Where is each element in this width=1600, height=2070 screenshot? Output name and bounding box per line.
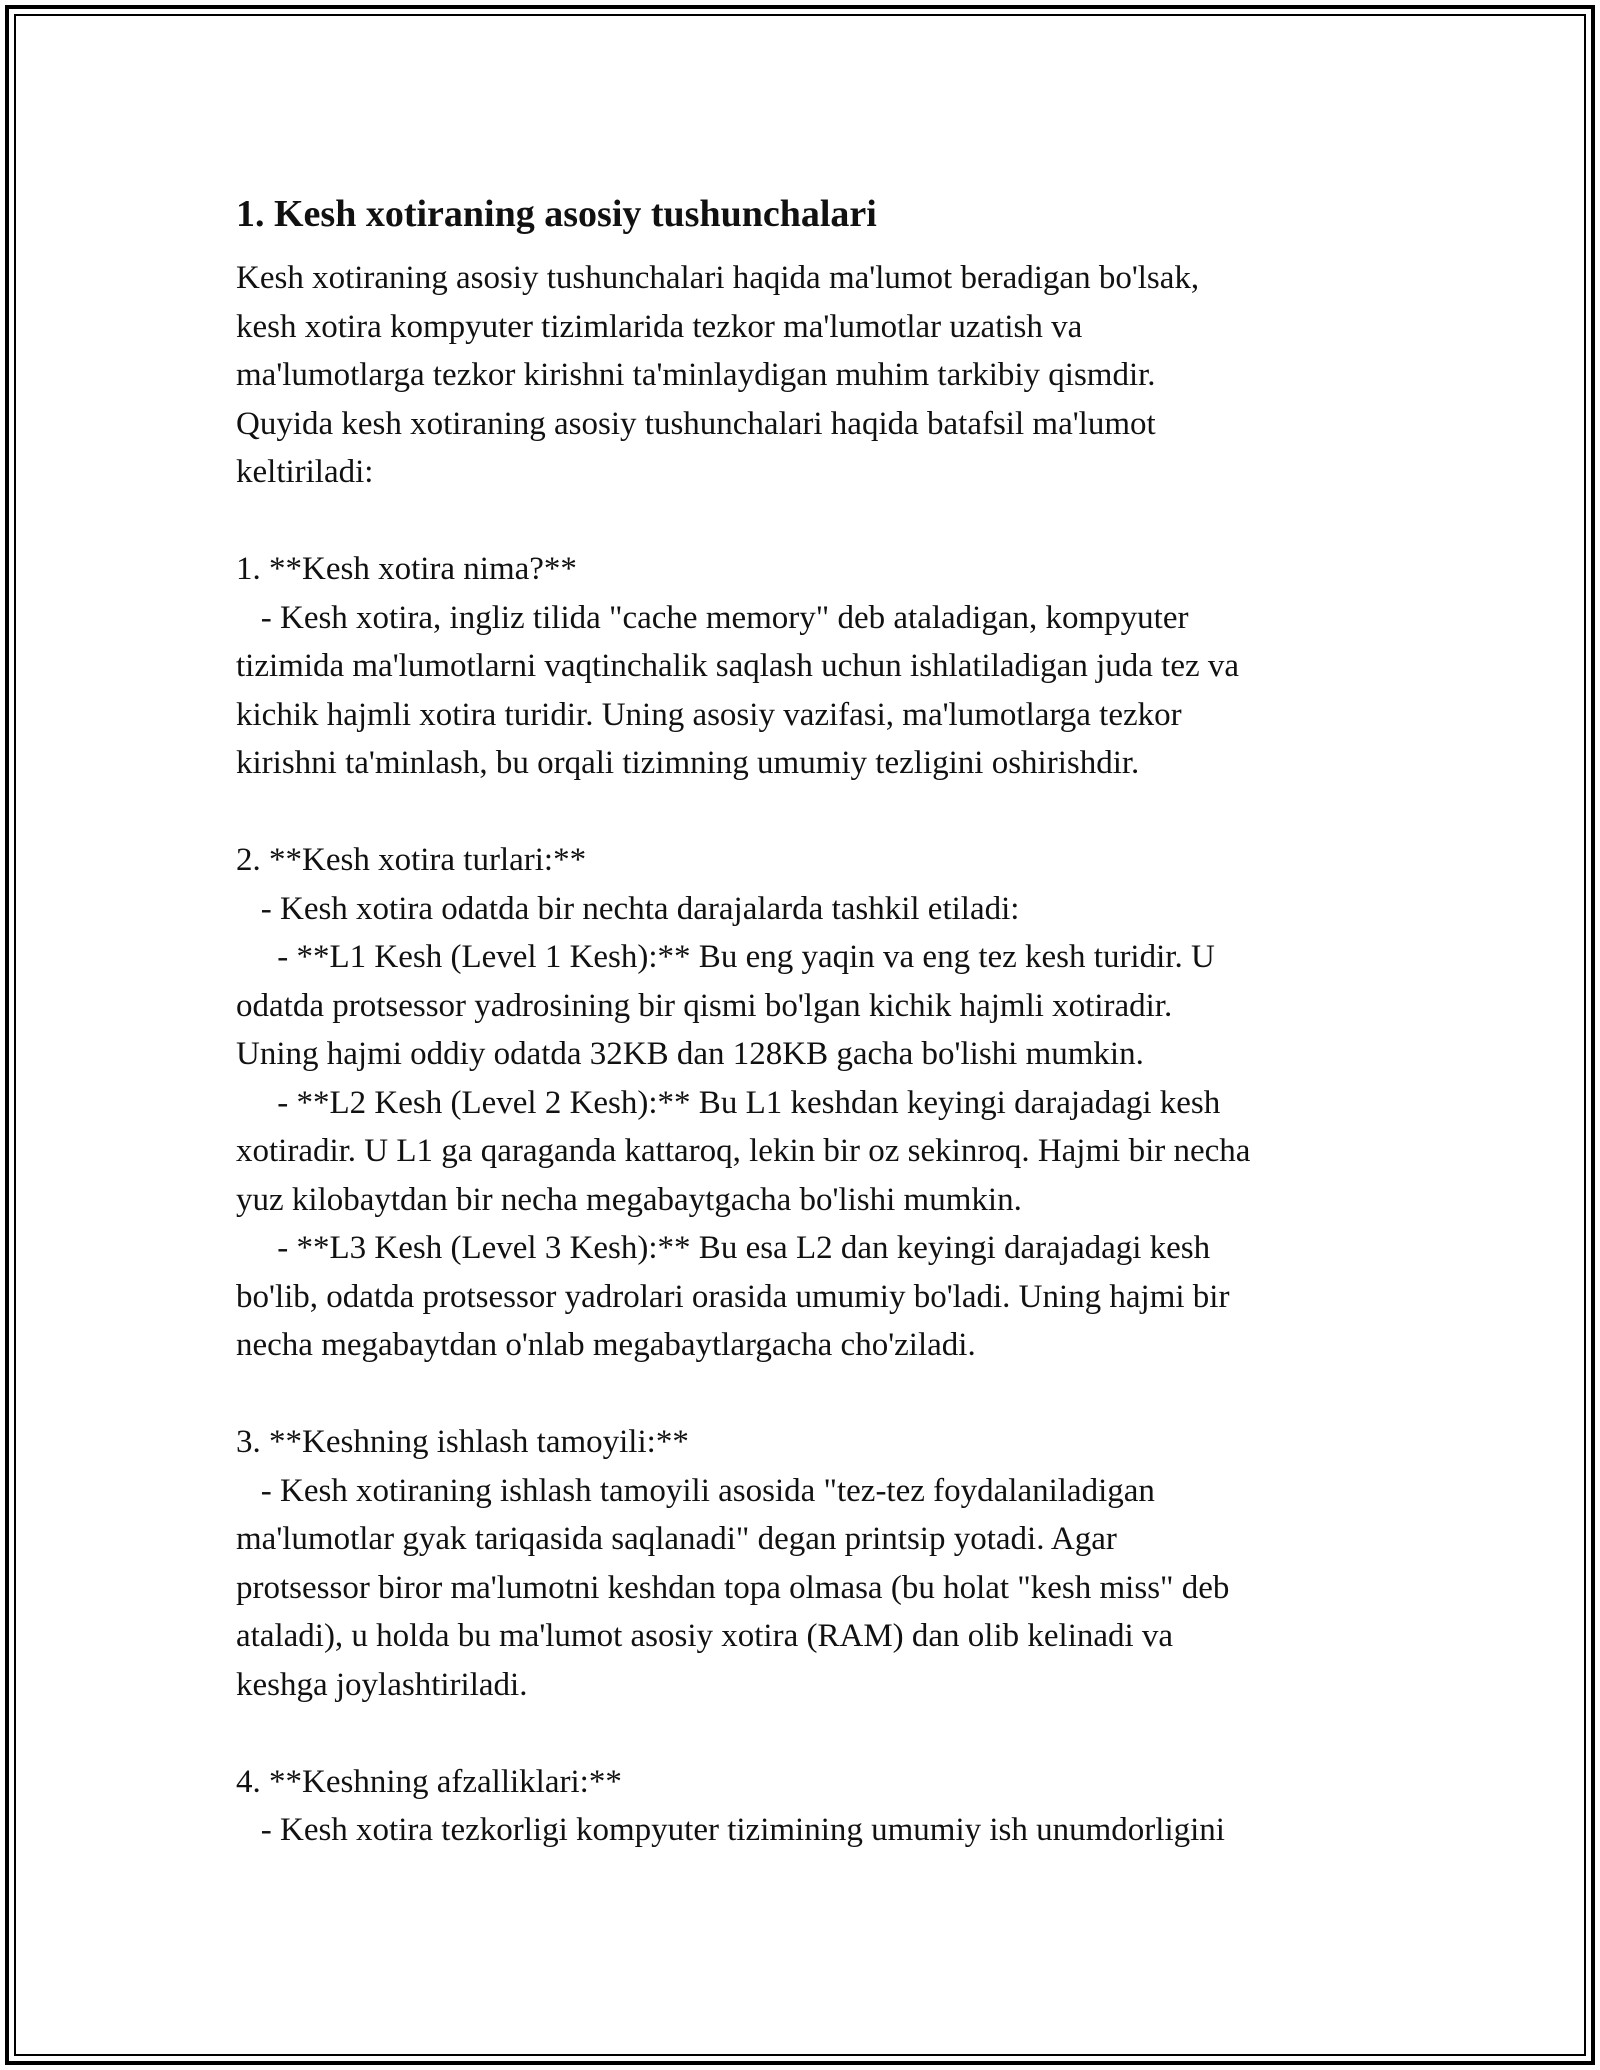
text-line: ma'lumotlarga tezkor kirishni ta'minlaydigan muhim tarkibiy qismdir. [236,357,1156,393]
text-line: tizimida ma'lumotlarni vaqtinchalik saqlash uchun ishlatiladigan juda tez va [236,648,1240,684]
text-line: odatda protsessor yadrosining bir qismi bo'lgan kichik hajmli xotiradir. [236,987,1173,1024]
text-line: protsessor biror ma'lumotni keshdan topa olmasa (bu holat "kesh miss" deb [236,1569,1230,1606]
text-line: - Kesh xotira tezkorligi kompyuter tizimining umumiy ish unumdorligini [236,1812,1225,1848]
text-line: - **L2 Kesh (Level 2 Kesh):** Bu L1 keshdan keyingi darajadagi kesh [236,1084,1221,1121]
text-line: Quyida kesh xotiraning asosiy tushunchalari haqida batafsil ma'lumot [236,405,1156,442]
text-line: - Kesh xotiraning ishlash tamoyili asosida "tez-tez foydalaniladigan [236,1472,1155,1509]
text-line: yuz kilobaytdan bir necha megabaytgacha bo'lishi mumkin. [236,1181,1022,1218]
text-line: kesh xotira kompyuter tizimlarida tezkor ma'lumotlar uzatish va [236,308,1083,345]
text-line: ma'lumotlar gyak tariqasida saqlanadi" degan printsip yotadi. Agar [236,1521,1117,1557]
text-line: 4. **Keshning afzalliklari:** [236,1763,622,1800]
text-line: 1. **Kesh xotira nima?** [236,551,577,587]
text-line: - **L3 Kesh (Level 3 Kesh):** Bu esa L2 dan keyingi darajadagi kesh [236,1230,1211,1266]
text-line: 2. **Kesh xotira turlari:** [236,842,587,878]
text-line: xotiradir. U L1 ga qaraganda kattaroq, lekin bir oz sekinroq. Hajmi bir necha [236,1133,1251,1169]
blank-line [236,1709,1376,1758]
blank-line [236,788,1376,837]
text-line: Kesh xotiraning asosiy tushunchalari haqida ma'lumot beradigan bo'lsak, [236,260,1200,296]
document-title: 1. Kesh xotiraning asosiy tushunchalari [236,193,877,235]
blank-line [236,497,1376,546]
document-body [236,184,1376,1855]
text-line: - Kesh xotira odatda bir nechta darajalarda tashkil etiladi: [236,890,1020,927]
document-text [236,254,1376,1855]
text-line: ataladi), u holda bu ma'lumot asosiy xotira (RAM) dan olib kelinadi va [236,1618,1174,1654]
text-line: keshga joylashtiriladi. [236,1666,528,1703]
blank-line [236,1370,1376,1419]
text-line: 3. **Keshning ishlash tamoyili:** [236,1424,689,1460]
text-line: kirishni ta'minlash, bu orqali tizimning umumiy tezligini oshirishdir. [236,745,1140,781]
text-line: - Kesh xotira, ingliz tilida "cache memory" deb ataladigan, kompyuter [236,599,1189,636]
text-line: keltiriladi: [236,454,374,490]
text-line: - **L1 Kesh (Level 1 Kesh):** Bu eng yaqin va eng tez kesh turidir. U [236,939,1215,975]
text-line: Uning hajmi oddiy odatda 32KB dan 128KB gacha bo'lishi mumkin. [236,1036,1144,1072]
text-line: kichik hajmli xotira turidir. Uning asosiy vazifasi, ma'lumotlarga tezkor [236,696,1182,733]
text-line: bo'lib, odatda protsessor yadrolari orasida umumiy bo'ladi. Uning hajmi bir [236,1278,1230,1315]
text-line: necha megabaytdan o'nlab megabaytlargacha cho'ziladi. [236,1327,976,1363]
